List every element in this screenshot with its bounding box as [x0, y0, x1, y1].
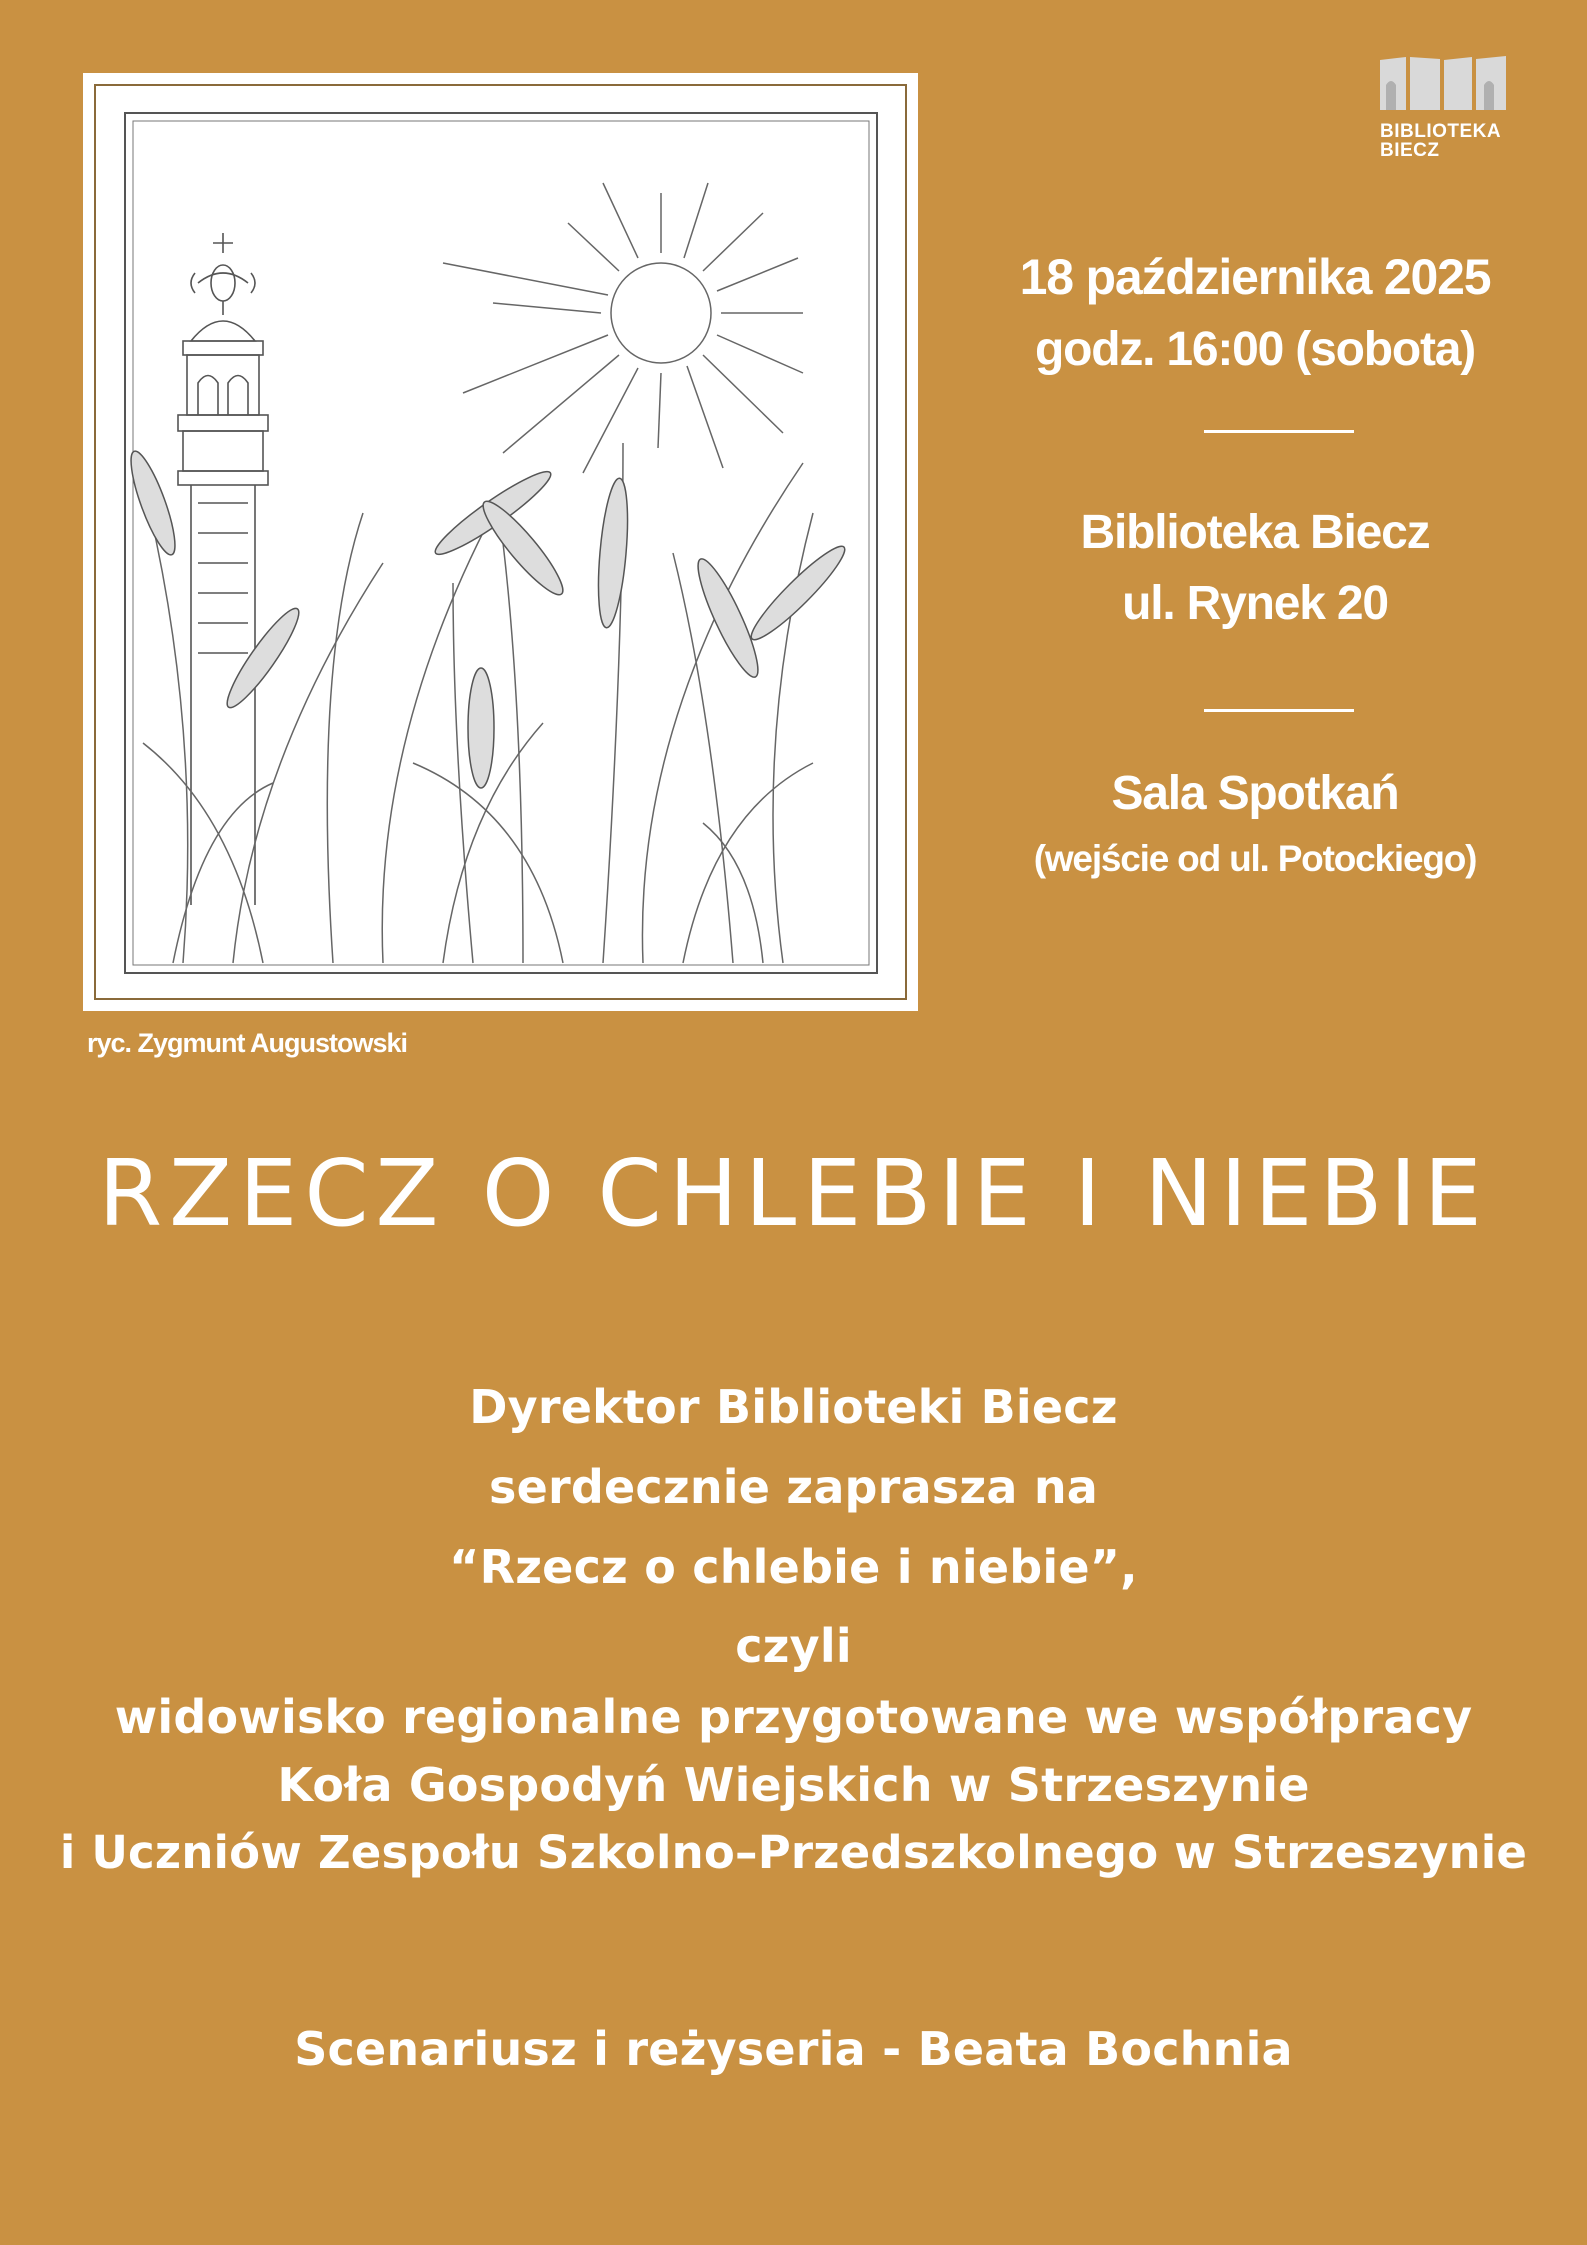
sun-drawing — [443, 183, 803, 473]
invitation-line-6: Koła Gospodyń Wiejskich w Strzeszynie — [277, 1758, 1310, 1812]
illustration-frame — [83, 73, 918, 1011]
credits-line: Scenariusz i reżyseria - Beata Bochnia — [294, 2022, 1293, 2076]
invitation-line-5: widowisko regionalne przygotowane we współpracy — [114, 1690, 1473, 1744]
logo-text — [1380, 122, 1501, 160]
illustration-credit: ryc. Zygmunt Augustowski — [87, 1028, 408, 1058]
tower-drawing — [178, 233, 268, 905]
invitation-line-7: i Uczniów Zespołu Szkolno–Przedszkolnego w Strzeszynie — [59, 1826, 1528, 1879]
venue-name: Biblioteka Biecz — [1080, 506, 1430, 559]
wheat-ears — [123, 447, 853, 788]
invitation-line-3: “Rzecz o chlebie i niebie”, — [449, 1540, 1138, 1594]
invitation-line-4: czyli — [735, 1619, 852, 1673]
divider-2 — [1204, 709, 1354, 712]
logo-line-2: BIECZ — [1380, 140, 1440, 161]
room-note: (wejście od ul. Potockiego) — [1033, 838, 1477, 879]
venue-address: ul. Rynek 20 — [1122, 577, 1388, 630]
event-title: RZECZ O CHLEBIE I NIEBIE — [98, 1140, 1489, 1247]
event-time: godz. 16:00 (sobota) — [1034, 323, 1476, 376]
event-date: 18 października 2025 — [1019, 249, 1491, 305]
wheat-tower-drawing — [83, 73, 918, 1011]
invitation-line-2: serdecznie zaprasza na — [488, 1460, 1099, 1514]
room-name: Sala Spotkań — [1111, 767, 1399, 820]
divider-1 — [1204, 430, 1354, 433]
logo-line-1: BIBLIOTEKA — [1380, 121, 1502, 142]
invitation-line-1: Dyrektor Biblioteki Biecz — [469, 1380, 1118, 1434]
